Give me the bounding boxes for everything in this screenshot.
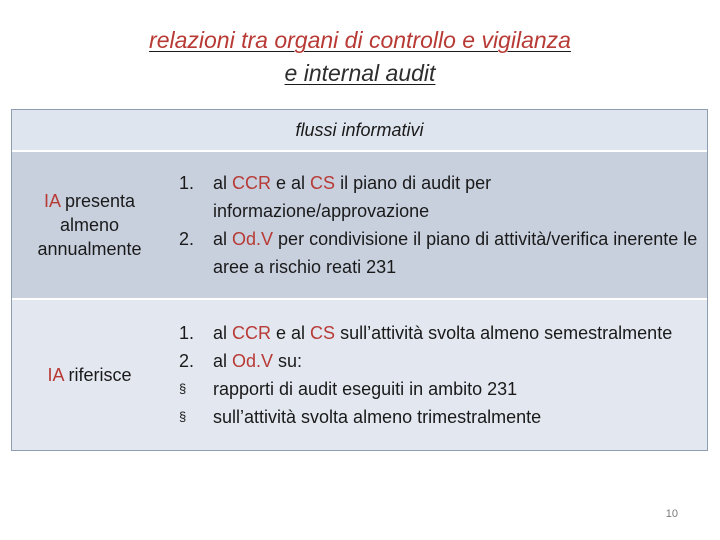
cs-highlight: CS (310, 323, 336, 343)
list-item (179, 319, 707, 347)
list-number: 1. (179, 323, 195, 343)
section-bullet-icon: § (179, 381, 187, 396)
list-item-text: al CCR e al CS sull’attività svolta almeno semestralmente (213, 323, 673, 343)
list-item (179, 403, 707, 431)
table-row (12, 152, 707, 300)
ia-label: IA (47, 365, 64, 385)
row-label (12, 300, 167, 450)
cs-highlight: CS (310, 173, 336, 193)
odv-highlight: Od.V (232, 351, 274, 371)
list-item (179, 225, 707, 281)
list-number: 2. (179, 351, 195, 371)
row-label (12, 152, 167, 298)
row-label-text: riferisce (63, 365, 132, 385)
list-item-text: al Od.V su: (213, 351, 303, 371)
row-label-text: presenta (59, 191, 136, 211)
table-header: flussi informativi (12, 110, 707, 152)
ccr-highlight: CCR (232, 323, 272, 343)
row-label-text: annualmente (37, 239, 142, 259)
list-item-text: rapporti di audit eseguiti in ambito 231 (213, 379, 518, 399)
list-number: 2. (179, 229, 195, 249)
list-item (179, 375, 707, 403)
ccr-highlight: CCR (232, 173, 272, 193)
list-item-text: al CCR e al CS il piano di audit per informazione/approvazione (213, 173, 492, 221)
row-items-list (167, 152, 707, 298)
information-flow-table (11, 109, 708, 451)
section-bullet-icon: § (179, 409, 187, 424)
slide-title-line-1: relazioni tra organi di controllo e vigilanza (149, 27, 571, 53)
list-item-text: sull’attività svolta almeno trimestralmente (213, 407, 542, 427)
slide-title-line-2: e internal audit (284, 60, 436, 86)
list-item (179, 347, 707, 375)
list-item (179, 169, 707, 225)
list-number: 1. (179, 173, 195, 193)
slide-title (0, 24, 720, 90)
row-label-text: almeno (59, 215, 120, 235)
ia-label: IA (43, 191, 60, 211)
row-items-list (167, 300, 707, 450)
odv-highlight: Od.V (232, 229, 274, 249)
page-number: 10 (665, 508, 678, 520)
table-row (12, 300, 707, 450)
list-item-text: al Od.V per condivisione il piano di attività/verifica inerente le aree a rischio reati 231 (213, 229, 698, 277)
